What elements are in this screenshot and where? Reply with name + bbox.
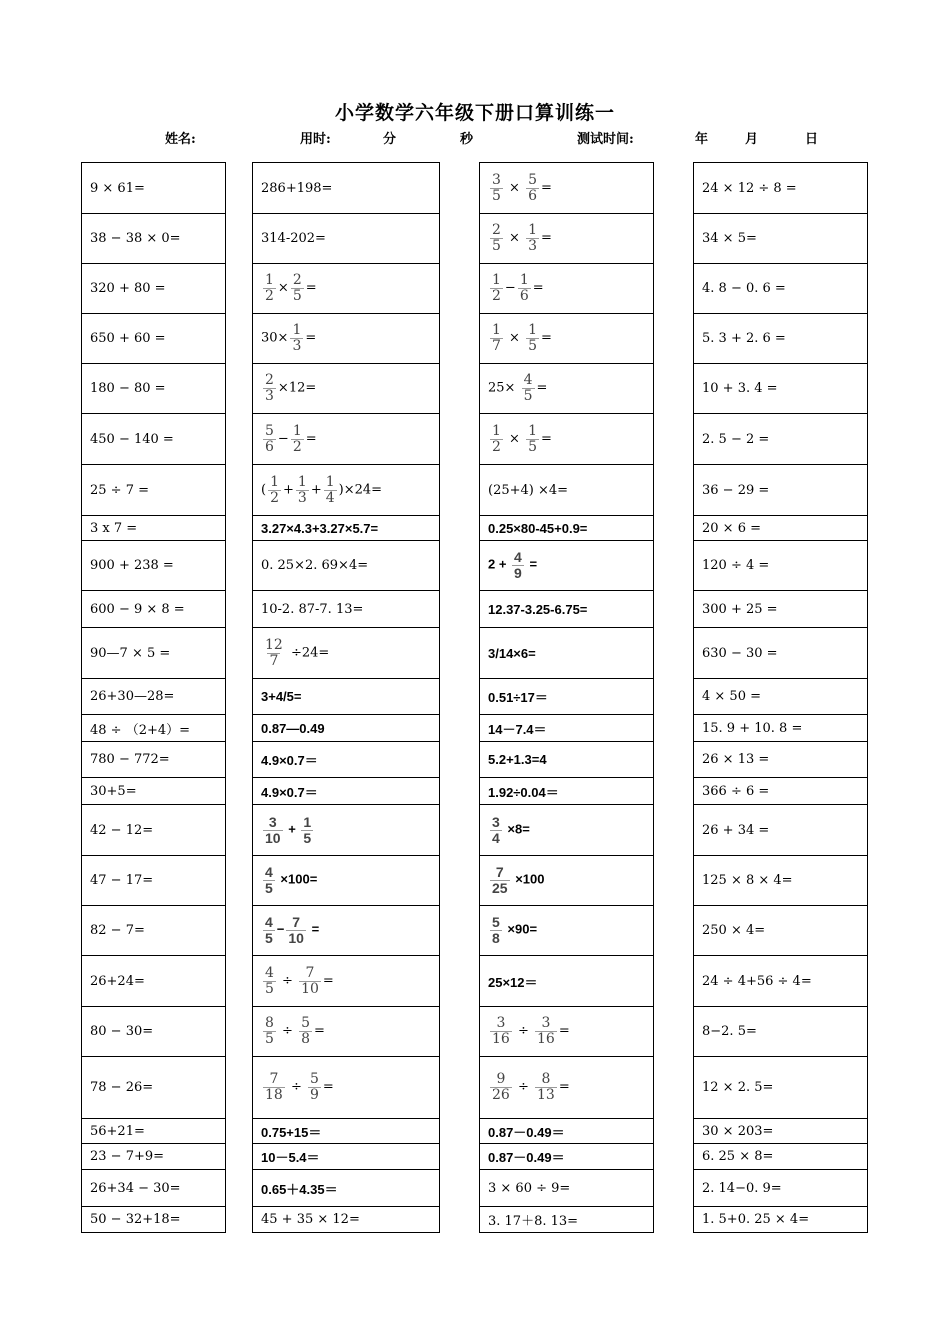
problem-cell: 25× $\frac{4}{5}$ =	[480, 364, 654, 414]
problem-cell: 2. 14−0. 9=	[694, 1170, 868, 1207]
fraction: $\frac{1}{7}$	[492, 322, 501, 354]
problem-cell: 4.9×0.7＝	[253, 742, 440, 778]
fraction: $\frac{1}{3}$	[292, 322, 302, 354]
fraction: $\frac{12}{7}$	[265, 636, 283, 669]
fraction: $\frac{5}{6}$	[265, 422, 274, 455]
problem-cell: 0.87—0.49	[253, 715, 440, 742]
problem-cell: $\frac{1}{2}$ × $\frac{1}{5}$ =	[480, 414, 654, 465]
fraction: $\frac{1}{2}$	[492, 272, 501, 304]
fraction: $\frac{1}{4}$	[325, 473, 335, 506]
problem-cell: $\frac{4}{5}$ − $\frac{7}{10}$ =	[253, 906, 440, 956]
problem-cell: 2 + $\frac{4}{9}$ =	[480, 541, 654, 591]
problem-cell: $\frac{3}{16}$ ÷ $\frac{3}{16}$ =	[480, 1007, 654, 1057]
day-label: 日	[805, 132, 819, 147]
test-time-label: 测试时间:	[577, 132, 634, 147]
problem-cell: 25 ÷ 7 =	[82, 465, 226, 516]
fraction: $\frac{3}{4}$	[492, 813, 500, 846]
fraction: $\frac{1}{2}$	[292, 422, 302, 455]
problem-cell: 3 × 60 ÷ 9=	[480, 1170, 654, 1207]
problem-cell: 3.27×4.3+3.27×5.7=	[253, 516, 440, 541]
problem-cell: 25×12＝	[480, 956, 654, 1007]
problem-cell: 4 × 50 =	[694, 679, 868, 715]
problem-cell: $\frac{12}{7}$ ÷24=	[253, 628, 440, 679]
problem-cell: 320 + 80 =	[82, 264, 226, 314]
fraction: $\frac{4}{5}$	[265, 864, 273, 896]
fraction: $\frac{1}{5}$	[303, 813, 312, 846]
fraction: $\frac{1}{3}$	[297, 473, 307, 506]
problem-cell: 30 × 203=	[694, 1119, 868, 1144]
problem-cell: 1.92÷0.04＝	[480, 778, 654, 805]
problem-cell: 90—7 × 5 =	[82, 628, 226, 679]
problem-cell: 314-202=	[253, 214, 440, 264]
fraction: $\frac{7}{18}$	[265, 1071, 283, 1103]
problem-cell: 0.51÷17＝	[480, 679, 654, 715]
problem-cell: $\frac{2}{5}$ × $\frac{1}{3}$ =	[480, 214, 654, 264]
problem-cell: 0.25×80-45+0.9=	[480, 516, 654, 541]
fraction: $\frac{4}{5}$	[523, 372, 533, 404]
fraction: $\frac{4}{9}$	[514, 549, 522, 581]
fraction: $\frac{3}{5}$	[492, 171, 501, 204]
problem-cell: 286+198=	[253, 163, 440, 214]
fraction: $\frac{1}{3}$	[528, 222, 538, 254]
problem-cell: $\frac{7}{18}$ ÷ $\frac{5}{9}$ =	[253, 1057, 440, 1119]
fraction: $\frac{8}{5}$	[265, 1015, 274, 1047]
problem-cell: 23 − 7+9=	[82, 1144, 226, 1170]
fraction: $\frac{5}{8}$	[301, 1015, 311, 1047]
problem-cell: 24 × 12 ÷ 8 =	[694, 163, 868, 214]
problem-cell: 48 ÷ （2+4）=	[82, 715, 226, 742]
problem-cell: 12.37-3.25-6.75=	[480, 591, 654, 628]
problem-cell: 3+4/5=	[253, 679, 440, 715]
problem-cell: 14－7.4＝	[480, 715, 654, 742]
problem-cell: 80 − 30=	[82, 1007, 226, 1057]
problem-cell: 630 − 30 =	[694, 628, 868, 679]
problem-column-2	[252, 162, 440, 1233]
problem-cell: 82 − 7=	[82, 906, 226, 956]
fraction: $\frac{1}{2}$	[492, 422, 501, 455]
problem-cell: 250 × 4=	[694, 906, 868, 956]
problem-cell: $\frac{5}{6}$ − $\frac{1}{2}$ =	[253, 414, 440, 465]
page-title: 小学数学六年级下册口算训练一	[334, 102, 615, 124]
fraction: $\frac{5}{6}$	[528, 171, 538, 204]
problem-cell: $\frac{3}{5}$ × $\frac{5}{6}$ =	[480, 163, 654, 214]
fraction: $\frac{1}{6}$	[519, 272, 529, 304]
fraction: $\frac{2}{5}$	[492, 222, 501, 254]
fraction: $\frac{5}{8}$	[492, 914, 500, 946]
problem-cell: 6. 25 × 8=	[694, 1144, 868, 1170]
problem-cell: 120 ÷ 4 =	[694, 541, 868, 591]
name-label: 姓名:	[165, 132, 196, 147]
problem-cell: 10-2. 87-7. 13=	[253, 591, 440, 628]
problem-cell: $\frac{3}{10}$ + $\frac{1}{5}$	[253, 805, 440, 856]
problem-cell: 300 + 25 =	[694, 591, 868, 628]
problem-cell: 26 × 13 =	[694, 742, 868, 778]
fraction: $\frac{5}{9}$	[310, 1071, 319, 1103]
fraction: $\frac{8}{13}$	[537, 1071, 555, 1103]
problem-cell: 24 ÷ 4+56 ÷ 4=	[694, 956, 868, 1007]
problem-cell: 1. 5+0. 25 × 4=	[694, 1207, 868, 1233]
problem-cell: 125 × 8 × 4=	[694, 856, 868, 906]
problem-cell: $\frac{9}{26}$ ÷ $\frac{8}{13}$ =	[480, 1057, 654, 1119]
problem-column-1	[81, 162, 226, 1233]
problem-cell: 26+34 − 30=	[82, 1170, 226, 1207]
problem-cell: $\frac{8}{5}$ ÷ $\frac{5}{8}$ =	[253, 1007, 440, 1057]
fraction: $\frac{1}{2}$	[265, 272, 274, 304]
problem-cell: 0. 25×2. 69×4=	[253, 541, 440, 591]
problem-cell: 45 + 35 × 12=	[253, 1207, 440, 1233]
fraction: $\frac{1}{5}$	[528, 422, 538, 455]
problem-cell: 56+21=	[82, 1119, 226, 1144]
problem-cell: $\frac{1}{2}$ × $\frac{2}{5}$ =	[253, 264, 440, 314]
second-label: 秒	[460, 132, 474, 147]
problem-column-4	[693, 162, 868, 1233]
problem-cell: $\frac{5}{8}$ ×90=	[480, 906, 654, 956]
problem-cell: 30+5=	[82, 778, 226, 805]
problem-cell: 366 ÷ 6 =	[694, 778, 868, 805]
problem-cell: $\frac{4}{5}$ ×100=	[253, 856, 440, 906]
problem-cell: 0.87－0.49＝	[480, 1119, 654, 1144]
problem-cell: 0.65＋4.35＝	[253, 1170, 440, 1207]
fraction: $\frac{2}{5}$	[292, 272, 302, 304]
fraction: $\frac{7}{10}$	[301, 964, 319, 997]
problem-cell: 50 − 32+18=	[82, 1207, 226, 1233]
fraction: $\frac{7}{25}$	[492, 864, 508, 896]
problem-cell: $\frac{4}{5}$ ÷ $\frac{7}{10}$ =	[253, 956, 440, 1007]
minute-label: 分	[383, 132, 397, 147]
problem-cell: 0.87－0.49＝	[480, 1144, 654, 1170]
problem-cell: 78 − 26=	[82, 1057, 226, 1119]
problem-cell: 5. 3 + 2. 6 =	[694, 314, 868, 364]
fraction: $\frac{7}{10}$	[288, 914, 304, 946]
year-label: 年	[695, 132, 709, 147]
problem-cell: ( $\frac{1}{2}$ + $\frac{1}{3}$ + $\frac{1}{4}$ )×24=	[253, 465, 440, 516]
problem-cell: 47 − 17=	[82, 856, 226, 906]
fraction: $\frac{2}{3}$	[265, 372, 274, 404]
fraction: $\frac{9}{26}$	[492, 1071, 510, 1103]
problem-cell: 4.9×0.7＝	[253, 778, 440, 805]
problem-cell: 26+30—28=	[82, 679, 226, 715]
problem-column-3	[479, 162, 654, 1233]
problem-cell: 10 + 3. 4 =	[694, 364, 868, 414]
problem-cell: 180 − 80 =	[82, 364, 226, 414]
problem-cell: $\frac{1}{7}$ × $\frac{1}{5}$ =	[480, 314, 654, 364]
problem-cell: 20 × 6 =	[694, 516, 868, 541]
problem-cell: $\frac{3}{4}$ ×8=	[480, 805, 654, 856]
problem-cell: 42 − 12=	[82, 805, 226, 856]
fraction: $\frac{1}{2}$	[270, 473, 279, 506]
problem-cell: $\frac{2}{3}$ ×12=	[253, 364, 440, 414]
problem-cell: 4. 8 − 0. 6 =	[694, 264, 868, 314]
problem-cell: 450 − 140 =	[82, 414, 226, 465]
fraction: $\frac{3}{16}$	[492, 1015, 510, 1047]
problem-cell: 12 × 2. 5=	[694, 1057, 868, 1119]
problem-cell: $\frac{1}{2}$ − $\frac{1}{6}$ =	[480, 264, 654, 314]
problem-cell: 2. 5 − 2 =	[694, 414, 868, 465]
problem-cell: 26 + 34 =	[694, 805, 868, 856]
problem-cell: $\frac{7}{25}$ ×100	[480, 856, 654, 906]
problem-cell: 0.75+15＝	[253, 1119, 440, 1144]
fraction: $\frac{3}{10}$	[265, 813, 281, 846]
problem-cell: (25+4) ×4=	[480, 465, 654, 516]
problem-cell: 8−2. 5=	[694, 1007, 868, 1057]
problem-cell: 9 × 61=	[82, 163, 226, 214]
problem-cell: 780 − 772=	[82, 742, 226, 778]
problem-cell: 600 − 9 × 8 =	[82, 591, 226, 628]
problem-cell: 10－5.4＝	[253, 1144, 440, 1170]
fraction: $\frac{1}{5}$	[528, 322, 538, 354]
problem-cell: 26+24=	[82, 956, 226, 1007]
time-used-label: 用时:	[300, 132, 331, 147]
fraction: $\frac{4}{5}$	[265, 914, 273, 946]
problem-cell: 30× $\frac{1}{3}$ =	[253, 314, 440, 364]
problem-cell: 3. 17＋8. 13=	[480, 1207, 654, 1233]
fraction: $\frac{4}{5}$	[265, 964, 274, 997]
problem-cell: 15. 9 + 10. 8 =	[694, 715, 868, 742]
problem-cell: 5.2+1.3=4	[480, 742, 654, 778]
problem-cell: 900 + 238 =	[82, 541, 226, 591]
problem-cell: 650 + 60 =	[82, 314, 226, 364]
problem-cell: 3/14×6=	[480, 628, 654, 679]
problem-cell: 36 − 29 =	[694, 465, 868, 516]
fraction: $\frac{3}{16}$	[537, 1015, 555, 1047]
month-label: 月	[745, 132, 759, 147]
problem-cell: 34 × 5=	[694, 214, 868, 264]
problem-cell: 3 x 7 =	[82, 516, 226, 541]
problem-cell: 38 − 38 × 0=	[82, 214, 226, 264]
